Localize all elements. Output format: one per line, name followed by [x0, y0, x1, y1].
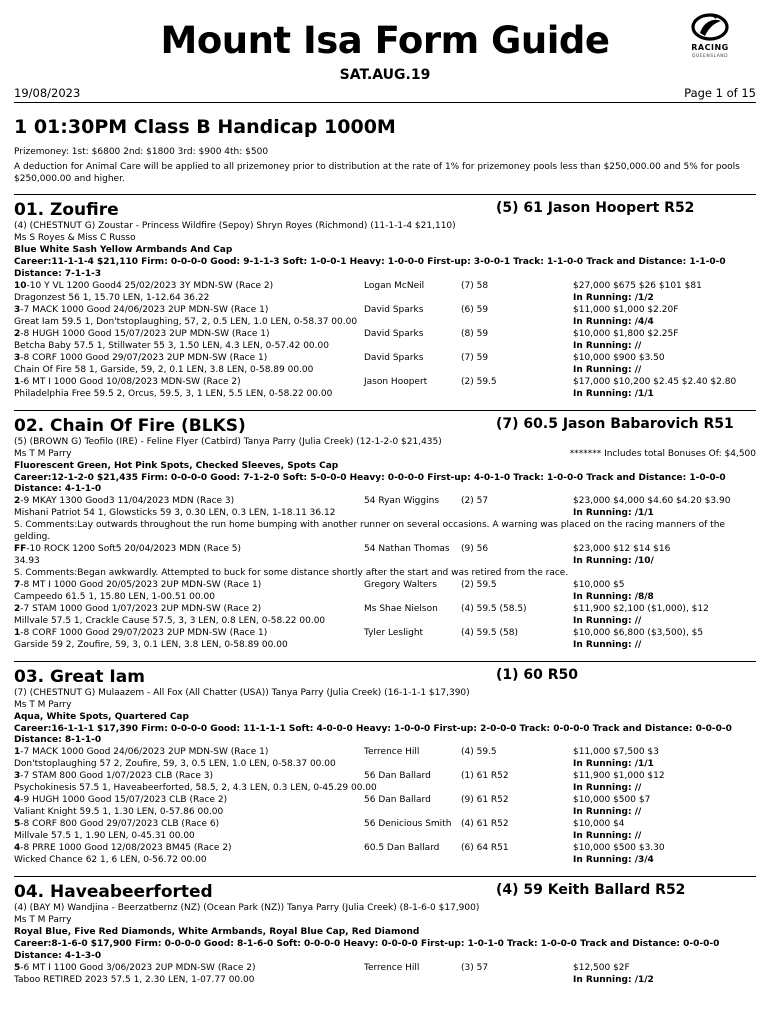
runner-entry	[14, 194, 756, 400]
runner-trainer: Ms T M Parry	[14, 699, 72, 710]
start-in-running: In Running: /3/4	[573, 855, 654, 866]
start-barrier-weight: (8) 59	[461, 328, 489, 339]
start-barrier-weight: (7) 59	[461, 352, 489, 363]
start-race-details: -10 Y VL 1200 Good4 25/02/2023 3Y MDN-SW (Race 2)	[26, 280, 274, 291]
start-details	[14, 377, 241, 389]
start-race-details: -8 HUGH 1000 Good 15/07/2023 2UP MDN-SW (Race 1)	[20, 328, 270, 339]
page-title: Mount Isa Form Guide	[160, 19, 610, 62]
start-details	[14, 353, 267, 365]
start-finish-position: 2	[14, 603, 21, 614]
runner-pedigree: (4) (BAY M) Wandjina - Beerzatbernz (NZ) (Ocean Park (NZ)) Tanya Parry (Julia Creek) (8-1-6-0 $17,900)	[14, 903, 480, 914]
start-details	[14, 843, 232, 855]
form-result-row	[14, 508, 756, 520]
start-barrier-weight: (4) 59.5	[461, 747, 497, 758]
form-result-row	[14, 365, 756, 377]
runner-divider	[14, 876, 756, 877]
start-result: 34.93	[14, 556, 40, 567]
stewards-comment: S. Comments:Lay outwards throughout the run home bumping with another runner on several occasions. A warning was placed on the racing manners of the gelding.	[14, 520, 725, 543]
runner-barrier-weight-rider: (4) 59 Keith Ballard R52	[496, 882, 686, 899]
start-result: Campeedo 61.5 1, 15.80 LEN, 1-00.51 00.00	[14, 591, 215, 602]
form-result-row	[14, 616, 756, 628]
form-result-row	[14, 317, 756, 329]
start-prize-odds: $10,000 $5	[573, 579, 625, 590]
runner-colours: Fluorescent Green, Hot Pink Spots, Checked Sleeves, Spots Cap	[14, 460, 339, 471]
start-result: Wicked Chance 62 1, 6 LEN, 0-56.72 00.00	[14, 855, 207, 866]
race-info	[14, 116, 756, 185]
start-prize-odds: $11,900 $1,000 $12	[573, 771, 665, 782]
form-result-row	[14, 592, 756, 604]
meeting-date-heading: SAT.AUG.19	[339, 67, 431, 83]
stewards-comment: S. Comments:Began awkwardly. Attempted to buck for some distance shortly after the start and was retired from the race.	[14, 568, 569, 579]
prizemoney: Prizemoney: 1st: $6800 2nd: $1800 3rd: $900 4th: $500	[14, 146, 269, 157]
start-result: Psychokinesis 57.5 1, Haveabeerforted, 58.5, 2, 4.3 LEN, 0.3 LEN, 0-45.29 00.00	[14, 783, 377, 794]
start-finish-position: 4	[14, 843, 21, 854]
page-header	[14, 0, 756, 108]
racing-queensland-logo	[680, 12, 740, 59]
start-prize-odds: $11,000 $7,500 $3	[573, 747, 659, 758]
form-result-row	[14, 389, 756, 401]
form-start-row	[14, 963, 756, 975]
racing-queensland-emblem-icon	[690, 12, 730, 42]
start-finish-position: 3	[14, 352, 21, 363]
start-race-details: -10 ROCK 1200 Soft5 20/04/2023 MDN (Race 5)	[26, 544, 242, 555]
runner-entry	[14, 410, 756, 652]
start-jockey: 56 Dan Ballard	[364, 771, 431, 782]
runner-barrier-weight-rider: (7) 60.5 Jason Babarovich R51	[496, 415, 734, 432]
start-in-running: In Running: /1/1	[573, 759, 654, 770]
start-in-running: In Running: //	[573, 831, 642, 842]
start-in-running: In Running: /1/1	[573, 508, 654, 519]
runner-pedigree: (4) (CHESTNUT G) Zoustar - Princess Wildfire (Sepoy) Shryn Royes (Richmond) (11-1-1-4 $21,110)	[14, 221, 456, 232]
start-race-details: -9 HUGH 1000 Good 15/07/2023 CLB (Race 2)	[20, 795, 228, 806]
start-prize-odds: $23,000 $4,000 $4.60 $4.20 $3.90	[573, 496, 731, 507]
start-jockey: 60.5 Dan Ballard	[364, 843, 440, 854]
runner-barrier-weight-rider: (1) 60 R50	[496, 666, 579, 683]
start-finish-position: 10	[14, 280, 27, 291]
start-jockey: Logan McNeil	[364, 280, 425, 291]
form-result-row	[14, 293, 756, 305]
start-barrier-weight: (9) 56	[461, 544, 489, 555]
start-jockey: Ms Shae Nielson	[364, 603, 438, 614]
start-finish-position: 5	[14, 819, 21, 830]
runner-pedigree: (7) (CHESTNUT G) Mulaazem - All Fox (All Chatter (USA)) Tanya Parry (Julia Creek) (16-1-1-1 $17,390)	[14, 687, 470, 698]
start-jockey: 56 Dan Ballard	[364, 795, 431, 806]
start-prize-odds: $11,900 $2,100 ($1,000), $12	[573, 603, 709, 614]
start-finish-position: 5	[14, 962, 21, 973]
start-in-running: In Running: /10/	[573, 556, 654, 567]
start-race-details: -8 CORF 1000 Good 29/07/2023 2UP MDN-SW (Race 1)	[20, 627, 268, 638]
start-barrier-weight: (6) 64 R51	[461, 843, 509, 854]
start-finish-position: 1	[14, 376, 21, 387]
start-prize-odds: $12,500 $2F	[573, 962, 630, 973]
start-prize-odds: $27,000 $675 $26 $101 $81	[573, 280, 702, 291]
start-finish-position: 3	[14, 304, 21, 315]
start-in-running: In Running: //	[573, 340, 642, 351]
form-result-row	[14, 831, 756, 843]
start-in-running: In Running: /1/2	[573, 974, 654, 985]
start-barrier-weight: (2) 59.5	[461, 579, 497, 590]
start-finish-position: 3	[14, 771, 21, 782]
race-title: 1 01:30PM Class B Handicap 1000M	[14, 116, 396, 138]
start-barrier-weight: (7) 58	[461, 280, 489, 291]
start-barrier-weight: (4) 61 R52	[461, 819, 509, 830]
start-jockey: David Sparks	[364, 328, 424, 339]
runner-entry	[14, 876, 756, 986]
start-details	[14, 580, 261, 592]
form-start-row	[14, 353, 756, 365]
form-result-row	[14, 975, 756, 987]
start-jockey: Terrence Hill	[364, 747, 420, 758]
runner-career-stats: Career:12-1-2-0 $21,435 Firm: 0-0-0-0 Good: 7-1-2-0 Soft: 5-0-0-0 Heavy: 0-0-0-0 First-up: 4-0-1-0 Track: 1-0-0-0 Track and Distance: 1-0-0-0 Distance: 4-1-1-0	[14, 472, 726, 495]
runner-colours: Blue White Sash Yellow Armbands And Cap	[14, 245, 233, 256]
start-jockey: 54 Nathan Thomas	[364, 544, 450, 555]
start-finish-position: 1	[14, 627, 21, 638]
form-result-row	[14, 783, 756, 795]
runner-name: 03. Great Iam	[14, 666, 145, 687]
runner-heading	[14, 664, 756, 688]
start-barrier-weight: (2) 57	[461, 496, 489, 507]
start-in-running: In Running: //	[573, 807, 642, 818]
start-result: Don'tstoplaughing 57 2, Zoufire, 59, 3, 0.5 LEN, 1.0 LEN, 0-58.37 00.00	[14, 759, 336, 770]
runner-divider	[14, 661, 756, 662]
start-race-details: -7 STAM 800 Good 1/07/2023 CLB (Race 3)	[20, 771, 214, 782]
start-barrier-weight: (3) 57	[461, 962, 489, 973]
form-start-row	[14, 329, 756, 341]
start-prize-odds: $11,000 $1,000 $2.20F	[573, 304, 679, 315]
start-race-details: -8 MT I 1000 Good 20/05/2023 2UP MDN-SW (Race 1)	[20, 579, 262, 590]
start-details	[14, 281, 273, 293]
start-prize-odds: $10,000 $500 $7	[573, 795, 651, 806]
runner-entry	[14, 661, 756, 867]
runner-list	[14, 194, 756, 986]
start-prize-odds: $10,000 $500 $3.30	[573, 843, 665, 854]
start-barrier-weight: (2) 59.5	[461, 376, 497, 387]
form-start-row	[14, 496, 756, 508]
start-race-details: -9 MKAY 1300 Good3 11/04/2023 MDN (Race 3)	[20, 496, 235, 507]
trainer-row	[14, 449, 756, 461]
runner-barrier-weight-rider: (5) 61 Jason Hoopert R52	[496, 200, 695, 217]
runner-divider	[14, 410, 756, 411]
start-race-details: -6 MT I 1100 Good 3/06/2023 2UP MDN-SW (Race 2)	[20, 962, 256, 973]
start-prize-odds: $10,000 $6,800 ($3,500), $5	[573, 627, 704, 638]
runner-trainer: Ms S Royes & Miss C Russo	[14, 233, 136, 244]
runner-name: 01. Zoufire	[14, 200, 119, 221]
start-prize-odds: $17,000 $10,200 $2.45 $2.40 $2.80	[573, 376, 737, 387]
start-jockey: Tyler Leslight	[364, 627, 424, 638]
start-race-details: -7 STAM 1000 Good 1/07/2023 2UP MDN-SW (Race 2)	[20, 603, 262, 614]
start-prize-odds: $10,000 $900 $3.50	[573, 352, 665, 363]
start-details	[14, 747, 268, 759]
start-jockey: Jason Hoopert	[364, 376, 428, 387]
start-result: Chain Of Fire 58 1, Garside, 59, 2, 0.1 LEN, 3.8 LEN, 0-58.89 00.00	[14, 364, 314, 375]
runner-colours: Aqua, White Spots, Quartered Cap	[14, 711, 189, 722]
form-result-row	[14, 759, 756, 771]
form-result-row	[14, 807, 756, 819]
start-in-running: In Running: /8/8	[573, 591, 654, 602]
start-jockey: Terrence Hill	[364, 962, 420, 973]
start-result: Philadelphia Free 59.5 2, Orcus, 59.5, 3, 1 LEN, 5.5 LEN, 0-58.22 00.00	[14, 388, 333, 399]
start-jockey: Gregory Walters	[364, 579, 437, 590]
runner-bonus-note: ******* Includes total Bonuses Of: $4,500	[569, 448, 756, 459]
start-barrier-weight: (6) 59	[461, 304, 489, 315]
form-start-row	[14, 843, 756, 855]
runner-career-stats: Career:8-1-6-0 $17,900 Firm: 0-0-0-0 Good: 8-1-6-0 Soft: 0-0-0-0 Heavy: 0-0-0-0 First-up: 1-0-1-0 Track: 1-0-0-0 Track and Distance: 0-0-0-0 Distance: 4-1-3-0	[14, 938, 720, 961]
start-finish-position: 4	[14, 795, 21, 806]
start-jockey: 56 Denicious Smith	[364, 819, 452, 830]
start-race-details: -6 MT I 1000 Good 10/08/2023 MDN-SW (Race 2)	[20, 376, 241, 387]
form-start-row	[14, 747, 756, 759]
start-details	[14, 819, 219, 831]
start-details	[14, 329, 270, 341]
start-result: Dragonzest 56 1, 15.70 LEN, 1-12.64 36.22	[14, 292, 210, 303]
start-in-running: In Running: //	[573, 364, 642, 375]
runner-heading	[14, 413, 756, 437]
form-start-row	[14, 819, 756, 831]
start-result: Great Iam 59.5 1, Don'tstoplaughing, 57, 2, 0.5 LEN, 1.0 LEN, 0-58.37 00.00	[14, 316, 358, 327]
start-result: Millvale 57.5 1, 1.90 LEN, 0-45.31 00.00	[14, 831, 195, 842]
start-details	[14, 305, 268, 317]
start-in-running: In Running: //	[573, 615, 642, 626]
start-in-running: In Running: //	[573, 639, 642, 650]
start-result: Taboo RETIRED 2023 57.5 1, 2.30 LEN, 1-07.77 00.00	[14, 974, 255, 985]
start-in-running: In Running: //	[573, 783, 642, 794]
runner-trainer: Ms T M Parry	[14, 448, 72, 459]
runner-heading	[14, 197, 756, 221]
runner-trainer: Ms T M Parry	[14, 915, 72, 926]
form-result-row	[14, 341, 756, 353]
deduction-note: A deduction for Animal Care will be applied to all prizemoney prior to distribution at the rate of 1% for prizemoney pools less than $250,000.00 and 5% for pools $250,000.00 and higher.	[14, 161, 740, 184]
start-prize-odds: $10,000 $4	[573, 819, 625, 830]
start-details	[14, 628, 267, 640]
start-result: Betcha Baby 57.5 1, Stillwater 55 3, 1.50 LEN, 4.3 LEN, 0-57.42 00.00	[14, 340, 329, 351]
start-in-running: In Running: /1/2	[573, 292, 654, 303]
runner-name: 02. Chain Of Fire (BLKS)	[14, 415, 246, 436]
header-divider	[14, 102, 756, 103]
start-result: Mishani Patriot 54 1, Glowsticks 59 3, 0.30 LEN, 0.3 LEN, 1-18.11 36.12	[14, 508, 336, 519]
start-in-running: In Running: /1/1	[573, 388, 654, 399]
logo-text: RACING	[691, 43, 729, 52]
start-finish-position: FF	[14, 544, 27, 555]
start-barrier-weight: (9) 61 R52	[461, 795, 509, 806]
runner-career-stats: Career:11-1-1-4 $21,110 Firm: 0-0-0-0 Good: 9-1-1-3 Soft: 1-0-0-1 Heavy: 1-0-0-0 First-up: 3-0-0-1 Track: 1-1-0-0 Track and Distance: 1-1-0-0 Distance: 7-1-1-3	[14, 257, 726, 279]
start-barrier-weight: (1) 61 R52	[461, 771, 509, 782]
start-barrier-weight: (4) 59.5 (58.5)	[461, 603, 527, 614]
logo-subtext: QUEENSLAND	[691, 53, 729, 59]
runner-heading	[14, 879, 756, 903]
start-prize-odds: $23,000 $12 $14 $16	[573, 544, 671, 555]
start-race-details: -8 CORF 800 Good 29/07/2023 CLB (Race 6)	[20, 819, 220, 830]
runner-career-stats: Career:16-1-1-1 $17,390 Firm: 0-0-0-0 Good: 11-1-1-1 Soft: 4-0-0-0 Heavy: 1-0-0-0 First-up: 2-0-0-0 Track: 0-0-0-0 Track and Distance: 0-0-0-0 Distance: 8-1-1-0	[14, 723, 732, 746]
start-finish-position: 1	[14, 747, 21, 758]
form-start-row	[14, 771, 756, 783]
runner-divider	[14, 194, 756, 195]
start-jockey: 54 Ryan Wiggins	[364, 496, 440, 507]
start-finish-position: 2	[14, 328, 21, 339]
start-finish-position: 7	[14, 579, 21, 590]
form-start-row	[14, 281, 756, 293]
start-result: Garside 59 2, Zoufire, 59, 3, 0.1 LEN, 3.8 LEN, 0-58.89 00.00	[14, 639, 288, 650]
start-prize-odds: $10,000 $1,800 $2.25F	[573, 328, 679, 339]
form-start-row	[14, 795, 756, 807]
form-start-row	[14, 377, 756, 389]
start-finish-position: 2	[14, 496, 21, 507]
form-result-row	[14, 855, 756, 867]
runner-name: 04. Haveabeerforted	[14, 882, 213, 903]
form-start-row	[14, 580, 756, 592]
form-result-row	[14, 640, 756, 652]
start-details	[14, 544, 241, 556]
start-details	[14, 963, 256, 975]
form-start-row	[14, 604, 756, 616]
start-race-details: -7 MACK 1000 Good 24/06/2023 2UP MDN-SW (Race 1)	[20, 304, 269, 315]
start-jockey: David Sparks	[364, 352, 424, 363]
start-race-details: -8 PRRE 1000 Good 12/08/2023 BM45 (Race 2)	[20, 843, 232, 854]
start-details	[14, 496, 234, 508]
start-result: Millvale 57.5 1, Crackle Cause 57.5, 3, 3 LEN, 0.8 LEN, 0-58.22 00.00	[14, 615, 326, 626]
form-start-row	[14, 544, 756, 556]
runner-pedigree: (5) (BROWN G) Teofilo (IRE) - Feline Flyer (Catbird) Tanya Parry (Julia Creek) (12-1-2-0 $21,435)	[14, 436, 442, 447]
start-details	[14, 771, 213, 783]
print-date: 19/08/2023	[14, 86, 81, 100]
start-result: Valiant Knight 59.5 1, 1.30 LEN, 0-57.86 00.00	[14, 807, 224, 818]
start-details	[14, 795, 227, 807]
start-barrier-weight: (4) 59.5 (58)	[461, 627, 518, 638]
start-in-running: In Running: /4/4	[573, 316, 654, 327]
form-result-row	[14, 556, 756, 568]
start-race-details: -7 MACK 1000 Good 24/06/2023 2UP MDN-SW (Race 1)	[20, 747, 269, 758]
form-start-row	[14, 628, 756, 640]
runner-colours: Royal Blue, Five Red Diamonds, White Armbands, Royal Blue Cap, Red Diamond	[14, 927, 420, 938]
start-race-details: -8 CORF 1000 Good 29/07/2023 2UP MDN-SW (Race 1)	[20, 352, 268, 363]
form-start-row	[14, 305, 756, 317]
start-jockey: David Sparks	[364, 304, 424, 315]
page-number: Page 1 of 15	[684, 86, 756, 100]
start-details	[14, 604, 261, 616]
